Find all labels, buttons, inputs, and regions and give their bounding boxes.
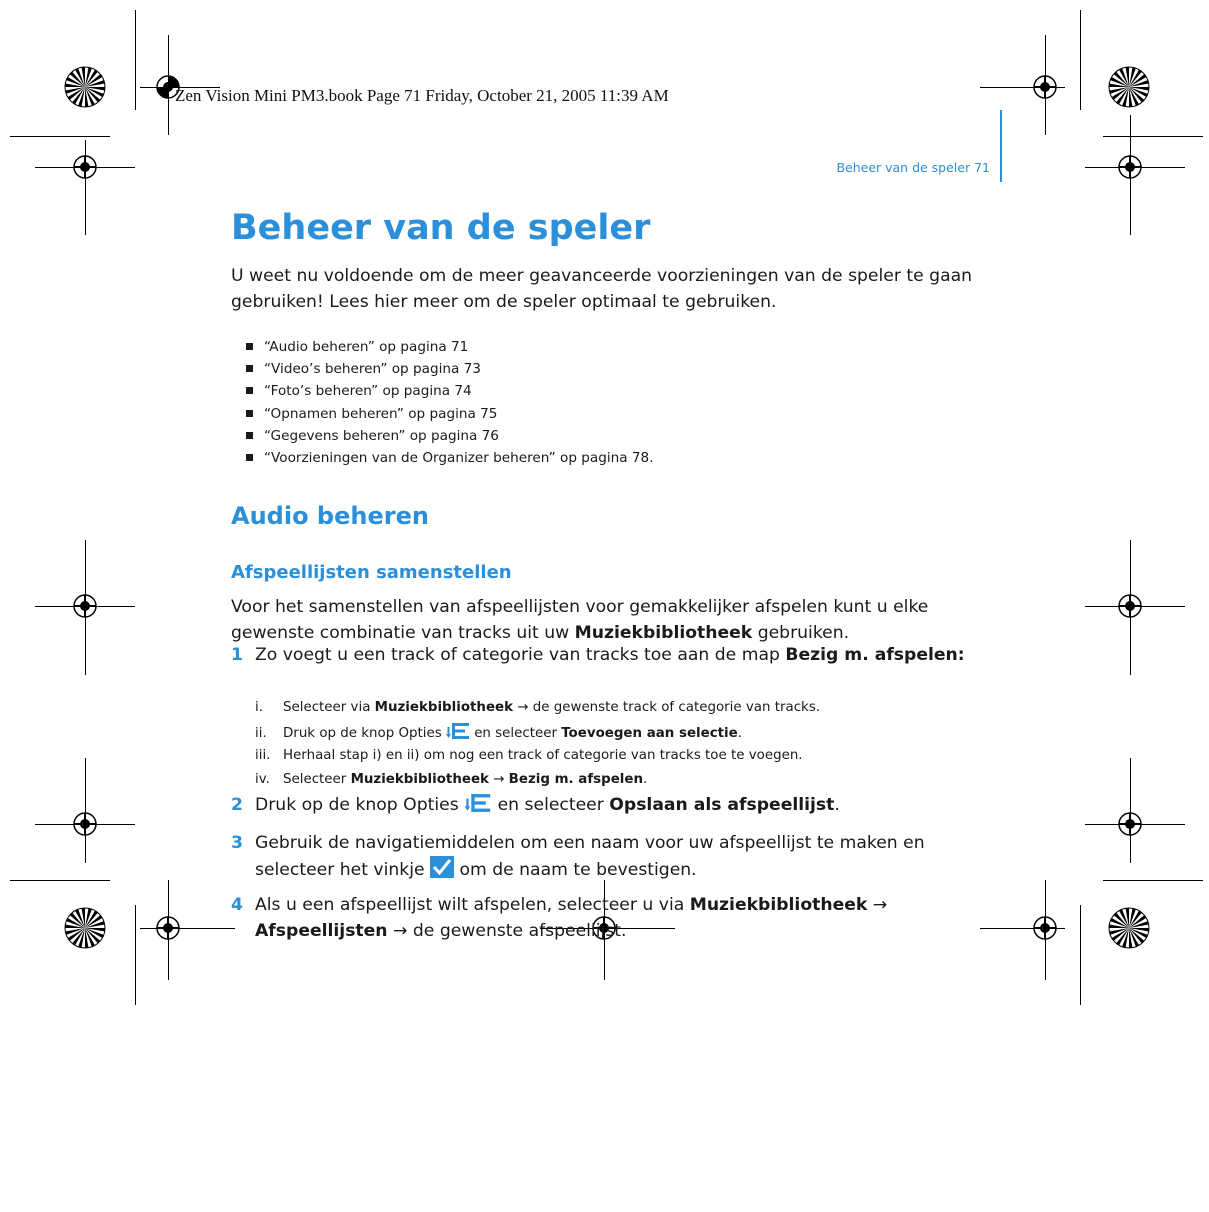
substep-text: en selecteer [469, 726, 562, 741]
substep-numeral: ii. [255, 726, 267, 741]
substep-text: → [488, 772, 509, 787]
registration-target-icon [70, 152, 100, 182]
link-list-item[interactable] [246, 380, 654, 402]
book-file-line: Zen Vision Mini PM3.book Page 71 Friday, October 21, 2005 11:39 AM [175, 86, 669, 105]
step-tail: om de naam te bevestigen. [454, 860, 697, 880]
step-tail: . [834, 795, 840, 815]
step-text: Als u een afspeellijst wilt afspelen, selecteer u via [255, 895, 690, 915]
substep-bold: Muziekbibliotheek [350, 772, 489, 787]
step-text: en selecteer [492, 795, 610, 815]
step-number: 4 [231, 895, 243, 915]
intro-paragraph: U weet nu voldoende om de meer geavanceerde voorzieningen van de speler te gaan gebruiken! Lees hier meer om de speler optimaal te gebruiken. [231, 266, 973, 312]
substep-text: Selecteer via [283, 700, 375, 715]
options-icon [464, 793, 492, 813]
starburst-target-icon [1107, 906, 1151, 950]
substep-i [255, 698, 820, 718]
link-text[interactable]: “Opnamen beheren” op pagina 75 [264, 405, 498, 422]
page-title: Beheer van de speler [231, 208, 651, 248]
link-list-item[interactable] [246, 336, 654, 358]
step-4 [231, 892, 1001, 944]
substep-text: . [643, 772, 648, 787]
substep-ii [255, 722, 742, 744]
step-number: 2 [231, 795, 243, 815]
bullet-icon [246, 343, 253, 350]
link-text[interactable]: “Foto’s beheren” op pagina 74 [264, 383, 472, 400]
substep-numeral: iv. [255, 772, 270, 787]
registration-target-icon [1115, 152, 1145, 182]
substep-numeral: iii. [255, 748, 271, 763]
section-paragraph [231, 594, 1011, 646]
link-text[interactable]: “Audio beheren” op pagina 71 [264, 339, 469, 355]
paragraph-bold: Muziekbibliotheek [574, 623, 753, 643]
section-heading: Audio beheren [231, 502, 429, 530]
step-text: Druk op de knop Opties [255, 795, 465, 815]
registration-target-icon [70, 591, 100, 621]
substep-iii [255, 746, 803, 766]
bullet-icon [246, 454, 253, 461]
substep-numeral: i. [255, 700, 263, 715]
checkmark-icon [430, 856, 454, 878]
link-text[interactable]: “Voorzieningen van de Organizer beheren” op pagina 78. [264, 449, 654, 466]
bullet-icon [246, 432, 253, 439]
starburst-target-icon [63, 65, 107, 109]
substep-bold: Muziekbibliotheek [374, 700, 514, 715]
step-number: 1 [231, 645, 243, 665]
substep-text: . [737, 726, 742, 741]
substep-bold: Bezig m. afspelen [508, 772, 643, 787]
substep-iv [255, 770, 647, 790]
link-list-item[interactable] [246, 447, 654, 469]
subsection-heading: Afspeellijsten samenstellen [231, 562, 512, 583]
substep-text: → de gewenste track of categorie van tracks. [513, 700, 821, 715]
options-icon [446, 722, 470, 740]
step-tail: : [957, 645, 965, 665]
paragraph-text: Voor het samenstellen van afspeellijsten voor gemakkelijker afspelen kunt u elke gewenste combinatie van tracks uit uw [231, 597, 929, 643]
starburst-target-icon [63, 906, 107, 950]
step-bold: Bezig m. afspelen [785, 645, 958, 665]
substep-text: Druk op de knop Opties [283, 726, 446, 741]
link-text[interactable]: “Video’s beheren” op pagina 73 [264, 361, 481, 378]
registration-target-icon [1115, 591, 1145, 621]
registration-target-icon [1030, 913, 1060, 943]
registration-target-icon [1030, 72, 1060, 102]
registration-target-icon [1115, 809, 1145, 839]
registration-target-icon [153, 913, 183, 943]
substep-text: Herhaal stap i) en ii) om nog een track of categorie van tracks toe te voegen. [283, 748, 803, 763]
starburst-target-icon [1107, 65, 1151, 109]
step-2 [231, 792, 1001, 818]
step-3 [231, 830, 1001, 883]
step-number: 3 [231, 833, 243, 853]
paragraph-tail: gebruiken. [752, 623, 850, 643]
step-bold: Opslaan als afspeellijst [609, 795, 835, 815]
substep-text: Selecteer [283, 772, 351, 787]
running-head-rule [1000, 110, 1002, 182]
link-text[interactable]: “Gegevens beheren” op pagina 76 [264, 427, 499, 444]
bullet-icon [246, 365, 253, 372]
registration-target-icon [70, 809, 100, 839]
link-list [246, 336, 654, 469]
link-list-item[interactable] [246, 403, 654, 425]
substep-bold: Toevoegen aan selectie [561, 726, 738, 741]
step-1 [231, 642, 1001, 668]
step-text: → [867, 895, 888, 915]
bullet-icon [246, 387, 253, 394]
step-text: Zo voegt u een track of categorie van tracks toe aan de map [255, 645, 786, 665]
step-tail: → de gewenste afspeellijst. [387, 921, 627, 941]
bullet-icon [246, 410, 253, 417]
step-text: Gebruik de navigatiemiddelen om een naam voor uw afspeellijst te maken en selecteer het vinkje [255, 833, 925, 880]
link-list-item[interactable] [246, 425, 654, 447]
running-head: Beheer van de speler 71 [836, 160, 990, 175]
link-list-item[interactable] [246, 358, 654, 380]
step-bold: Afspeellijsten [255, 921, 388, 941]
step-bold: Muziekbibliotheek [689, 895, 868, 915]
